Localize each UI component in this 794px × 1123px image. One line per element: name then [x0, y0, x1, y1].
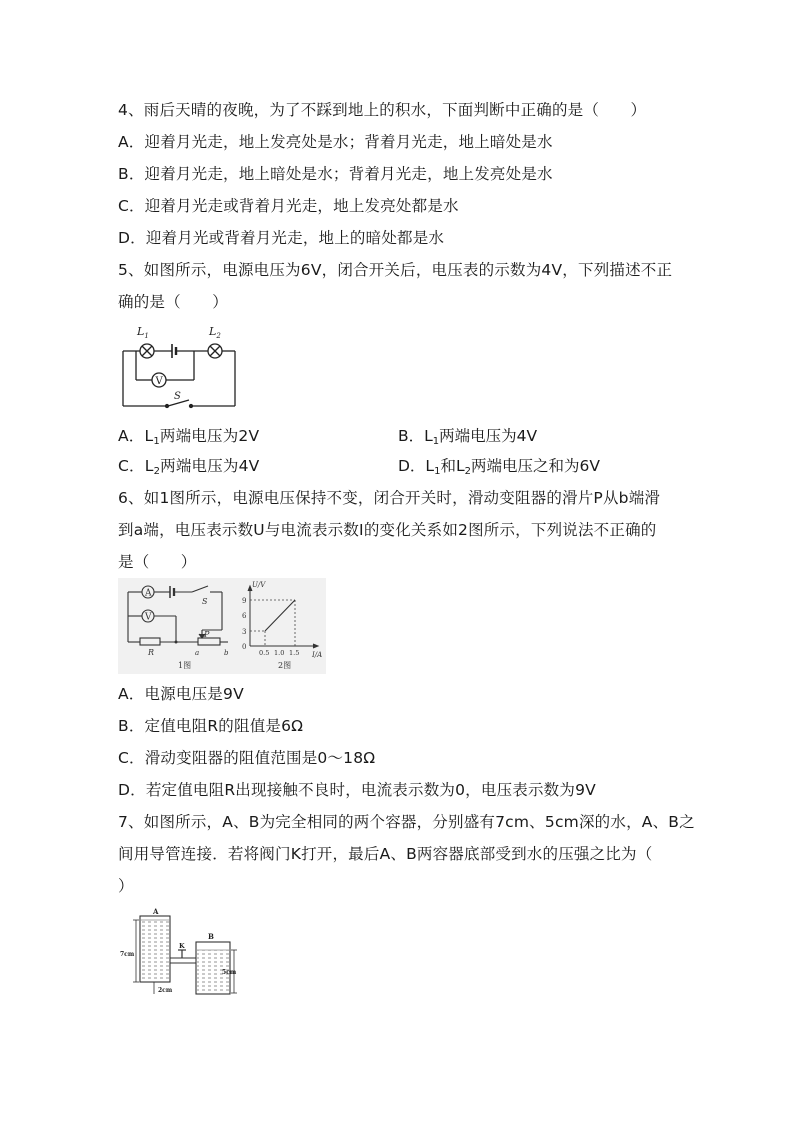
q4-option-d: D．迎着月光或背着月光走，地上的暗处都是水 [118, 229, 445, 247]
q6-fig1-label-r: R [148, 648, 155, 657]
q6-graph-ytick: 3 [242, 628, 247, 636]
q6-graph-xtick: 0.5 [259, 649, 270, 657]
q4-stem: 4、雨后天晴的夜晚，为了不踩到地上的积水，下面判断中正确的是（ ） [118, 101, 647, 119]
q7-stem-line3: ） [118, 877, 134, 895]
q7-label-7cm: 7cm [120, 951, 135, 958]
q6-graph-xtick: 1.5 [289, 649, 300, 657]
q6-fig1-label-b-end: b [224, 649, 229, 657]
q5-label-l1-sub: 1 [144, 332, 149, 340]
q6-fig2-caption: 2图 [278, 661, 292, 670]
q7-label-5cm: 5cm [222, 969, 237, 976]
q4-option-b: B．迎着月光走，地上暗处是水；背着月光走，地上发亮处是水 [118, 165, 553, 183]
q7-stem-line2: 间用导管连接．若将阀门K打开，最后A、B两容器底部受到水的压强之比为（ [118, 845, 653, 863]
q6-stem-line1: 6、如1图所示，电源电压保持不变，闭合开关时，滑动变阻器的滑片P从b端滑 [118, 489, 661, 507]
q5-option-a: A．$L_1$两端电压为2V [118, 427, 260, 447]
q6-stem-line2: 到a端，电压表示数U与电流表示数I的变化关系如2图所示，下列说法不正确的 [118, 521, 657, 539]
q6-graph-ytick: 6 [242, 612, 247, 620]
q5-option-b: B．$L_1$两端电压为4V [398, 427, 538, 447]
q6-graph-ytick: 9 [242, 597, 247, 605]
q6-fig1-caption: 1图 [178, 661, 192, 670]
q5-label-s: S [174, 391, 181, 402]
q5-stem-line2: 确的是（ ） [118, 293, 228, 311]
q7-label-b: B [208, 932, 214, 941]
q7-label-2cm: 2cm [158, 987, 173, 994]
q5-label-l1: L [137, 325, 145, 338]
q6-fig1-label-s: S [202, 597, 208, 606]
q6-graph-xtick: 1.0 [274, 649, 285, 657]
q5-option-c: C．$L_2$两端电压为4V [118, 457, 260, 477]
q6-figure [118, 578, 326, 674]
svg-text:L1 [136, 325, 149, 340]
q6-graph-ylabel: U/V [252, 581, 266, 589]
q5-stem-line1: 5、如图所示，电源电压为6V，闭合开关后，电压表的示数为4V，下列描述不正 [118, 261, 673, 279]
q6-graph-ytick: 0 [242, 643, 247, 651]
q6-option-d: D．若定值电阻R出现接触不良时，电流表示数为0，电压表示数为9V [118, 781, 596, 799]
q6-fig1-label-p: P [204, 630, 210, 639]
q5-label-l2-sub: 2 [216, 332, 221, 340]
q6-option-a: A．电源电压是9V [118, 685, 244, 703]
q7-stem-line1: 7、如图所示，A、B为完全相同的两个容器，分别盛有7cm、5cm深的水，A、B之 [118, 813, 695, 831]
q4-option-a: A．迎着月光走，地上发亮处是水；背着月光走，地上暗处是水 [118, 133, 553, 151]
q6-option-c: C．滑动变阻器的阻值范围是0～18Ω [118, 749, 376, 767]
q5-option-d: D．$L_1$和$L_2$两端电压之和为6V [398, 457, 600, 477]
q7-containers-figure [118, 904, 240, 998]
q6-fig1-label-v: V [145, 612, 152, 623]
q6-stem-line3: 是（ ） [118, 553, 197, 571]
svg-text:L2 [208, 325, 221, 340]
q6-graph-xlabel: I/A [312, 651, 323, 659]
q5-label-l2: L [209, 325, 217, 338]
q4-option-c: C．迎着月光走或背着月光走，地上发亮处都是水 [118, 197, 459, 215]
q5-label-v: V [155, 376, 163, 387]
q7-label-k: K [179, 942, 185, 950]
q6-fig1-label-a-end: a [195, 649, 200, 657]
q6-option-b: B．定值电阻R的阻值是6Ω [118, 717, 304, 735]
q6-fig1-label-a: A [145, 588, 152, 599]
q5-circuit-figure [118, 320, 240, 412]
q7-label-a: A [153, 907, 159, 916]
